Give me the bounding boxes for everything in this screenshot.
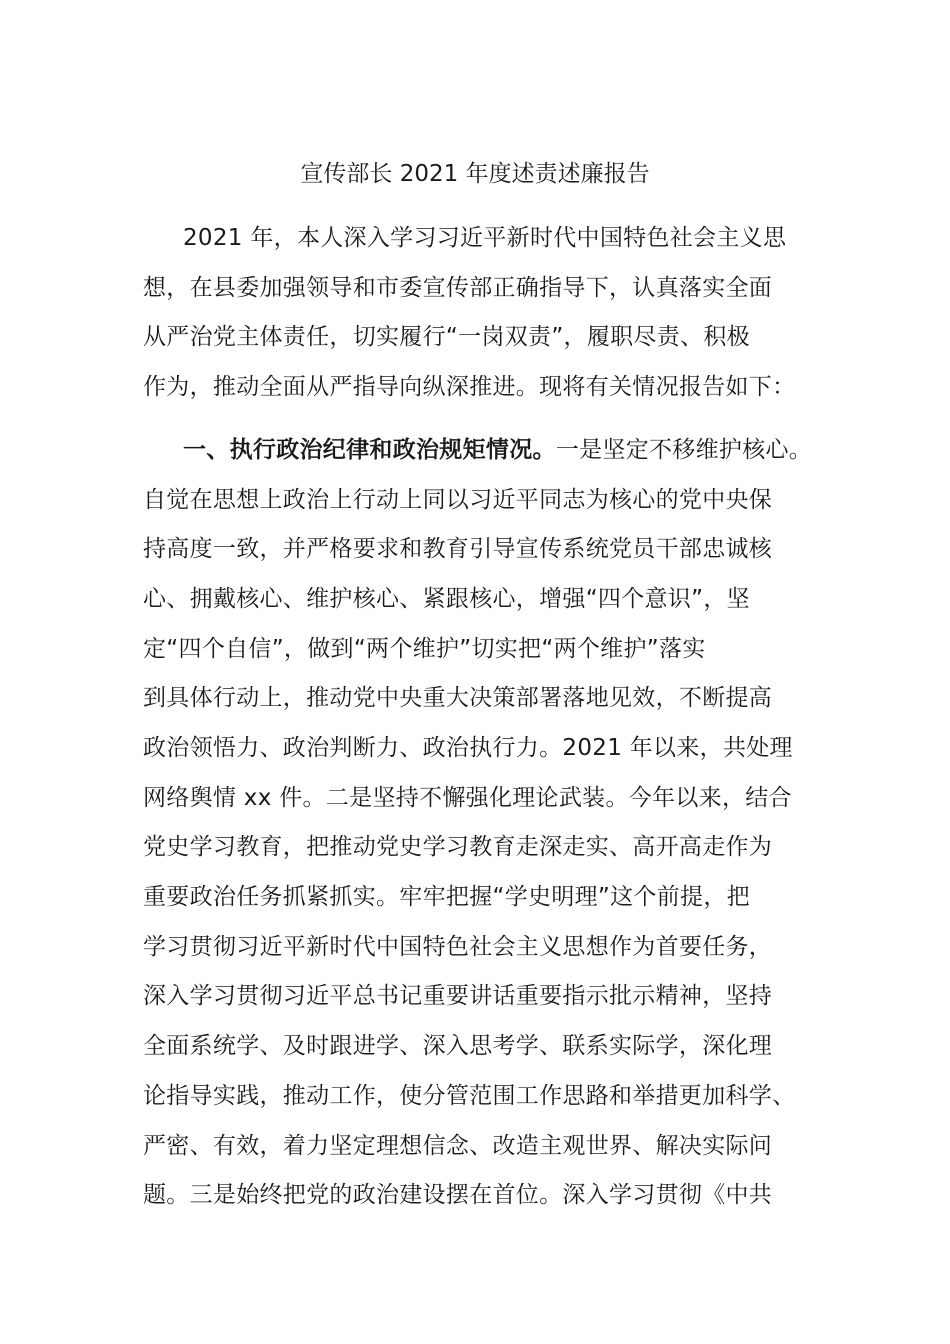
section1-line-3: 持高度一致，并严格要求和教育引导宣传系统党员干部忠诚核 [143, 536, 773, 562]
paragraph1-line-1: 2021 年，本人深入学习习近平新时代中国特色社会主义思 [183, 225, 787, 251]
section1-line-7: 政治领悟力、政治判断力、政治执行力。2021 年以来，共处理 [143, 735, 793, 761]
section1-line-13: 全面系统学、及时跟进学、深入思考学、联系实际学，深化理 [143, 1033, 773, 1059]
section1-line-14: 论指导实践，推动工作，使分管范围工作思路和举措更加科学、 [143, 1083, 796, 1109]
section1-first-line [183, 434, 812, 466]
section1-line-12: 深入学习贯彻习近平总书记重要讲话重要指示批示精神，坚持 [143, 983, 773, 1009]
section1-first-line-rest: 一是坚定不移维护核心。 [555, 437, 813, 463]
section1-line-11: 学习贯彻习近平新时代中国特色社会主义思想作为首要任务， [143, 934, 773, 960]
section1-line-4: 心、拥戴核心、维护核心、紧跟核心，增强“四个意识”，坚 [143, 586, 750, 612]
section1-line-10: 重要政治任务抓紧抓实。牢牢把握“学史明理”这个前提，把 [143, 884, 750, 910]
section1-line-6: 到具体行动上，推动党中央重大决策部署落地见效，不断提高 [143, 685, 773, 711]
section1-line-8: 网络舆情 xx 件。二是坚持不懈强化理论武装。今年以来，结合 [143, 785, 792, 811]
paragraph1-line-4: 作为，推动全面从严指导向纵深推进。现将有关情况报告如下： [143, 374, 796, 400]
section1-line-9: 党史学习教育，把推动党史学习教育走深走实、高开高走作为 [143, 834, 773, 860]
section1-line-16: 题。三是始终把党的政治建设摆在首位。深入学习贯彻《中共 [143, 1182, 773, 1208]
section1-line-2: 自觉在思想上政治上行动上同以习近平同志为核心的党中央保 [143, 487, 773, 513]
document-title: 宣传部长 2021 年度述责述廉报告 [300, 161, 650, 187]
section1-line-15: 严密、有效，着力坚定理想信念、改造主观世界、解决实际问 [143, 1133, 773, 1159]
section1-heading: 一、执行政治纪律和政治规矩情况。 [183, 437, 556, 463]
paragraph1-line-3: 从严治党主体责任，切实履行“一岗双责”，履职尽责、积极 [143, 324, 750, 350]
section1-line-5: 定“四个自信”，做到“两个维护”切实把“两个维护”落实 [143, 636, 706, 662]
paragraph1-line-2: 想，在县委加强领导和市委宣传部正确指导下，认真落实全面 [143, 275, 773, 301]
